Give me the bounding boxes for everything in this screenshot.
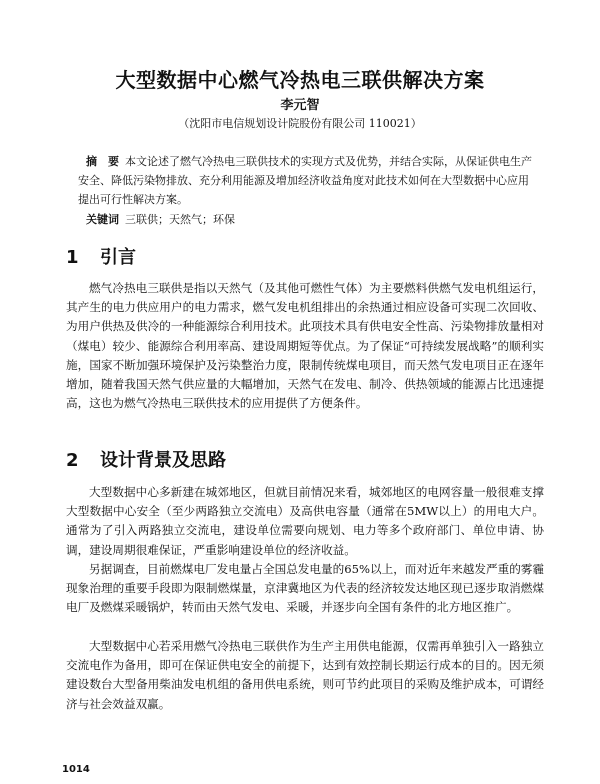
abstract-text: 本文论述了燃气冷热电三联供技术的实现方式及优势，并结合实际，从保证供电生产安全、降低污染物排放、充分利用能源及增加经济收益角度对此技术如何在大型数据中心应用提出可行性解决方案。 — [78, 155, 532, 206]
keywords — [86, 210, 536, 229]
section-title: 引言 — [100, 247, 136, 268]
body-paragraph: 大型数据中心若采用燃气冷热电三联供作为生产主用供电能源，仅需再单独引入一路独立交流电作为备用，即可在保证供电安全的前提下，达到有效控制长期运行成本的目的。因无须建设数台大型备用柴油发电机组的备用供电系统，则可节约此项目的采购及维护成本，可谓经济与社会效益双赢。 — [66, 639, 544, 711]
section-title: 设计背景及思路 — [100, 450, 226, 471]
body-paragraph: 燃气冷热电三联供是指以天然气（及其他可燃性气体）为主要燃料供燃气发电机组运行，其产生的电力供应用户的电力需求，燃气发电机组排出的余热通过相应设备可实现二次回收、为用户供热及供冷的一种能源综合利用技术。此项技术具有供电安全性高、污染物排放量相对（煤电）较少、能源综合利用率高、建设周期短等优点。为了保证“可持续发展战略”的顺利实施，国家不断加强环境保护及污染整治力度，限制传统煤电项目，而天然气发电项目正在逐年增加，随着我国天然气供应量的大幅增加，天然气在发电、制冷、供热领域的能源占比迅速提高，这也为燃气冷热电三联供技术的应用提供了方便条件。 — [66, 281, 544, 411]
body-paragraph: 另据调查，目前燃煤电厂发电量占全国总发电量的65%以上，而对近年来越发严重的雾霾现象治理的重要手段即为限制燃煤量，京津冀地区为代表的经济较发达地区现已逐步取消燃煤电厂及燃煤采暖锅炉，转而由天然气发电、采暖，并逐步向全国有条件的北方地区推广。 — [66, 562, 544, 615]
section-heading-2 — [66, 446, 226, 472]
keywords-label: 关键词 — [86, 213, 119, 226]
section-number: 2 — [66, 450, 79, 471]
paper-title: 大型数据中心燃气冷热电三联供解决方案 — [115, 68, 485, 92]
abstract — [78, 152, 536, 209]
page-number: 1014 — [62, 764, 90, 775]
body-paragraph: 大型数据中心多新建在城郊地区，但就目前情况来看，城郊地区的电网容量一般很难支撑大型数据中心安全（至少两路独立交流电）及高供电容量（通常在5MW以上）的用电大户。通常为了引入两路独立交流电，建设单位需要向规划、电力等多个政府部门、单位申请、协调，建设周期很难保证，严重影响建设单位的经济收益。 — [66, 485, 544, 557]
author-affiliation: （沈阳市电信规划设计院股份有限公司 110021） — [178, 117, 422, 130]
author-name: 李元智 — [280, 98, 320, 113]
section-heading-1 — [66, 243, 136, 269]
abstract-label: 摘 要 — [86, 155, 119, 168]
keywords-text: 三联供；天然气；环保 — [125, 213, 235, 226]
section-number: 1 — [66, 247, 79, 268]
